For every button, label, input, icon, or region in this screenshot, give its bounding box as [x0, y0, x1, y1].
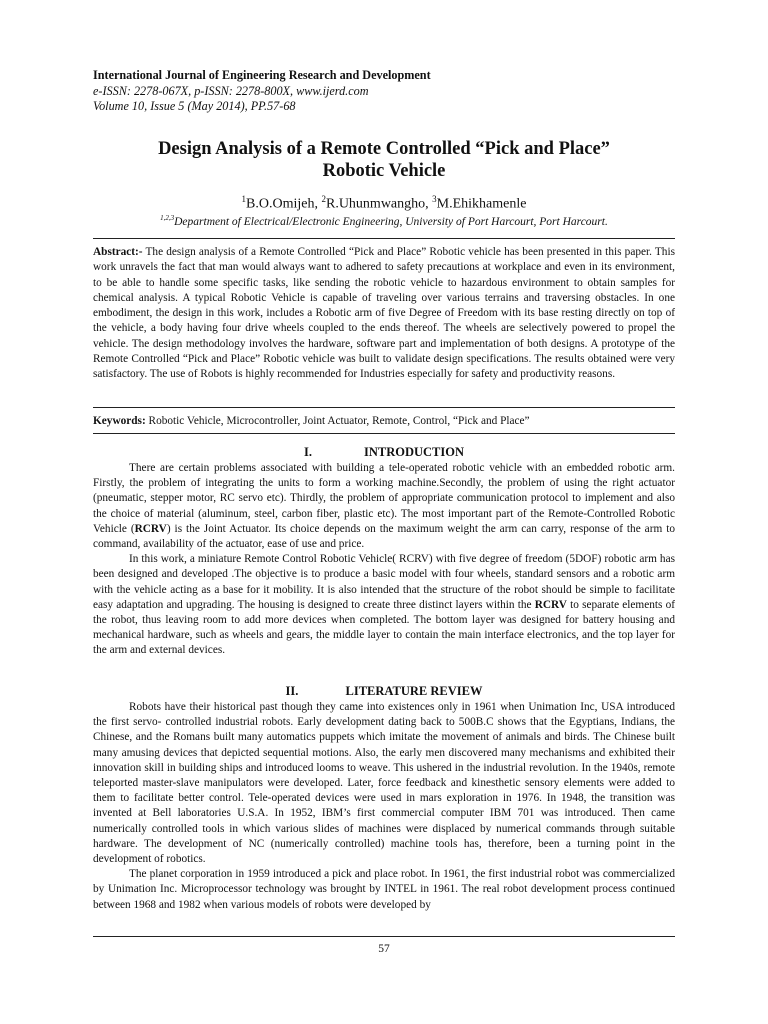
affiliation-text: Department of Electrical/Electronic Engineering, University of Port Harcourt, Port Harcourt. — [174, 215, 608, 228]
volume-line: Volume 10, Issue 5 (May 2014), PP.57-68 — [93, 99, 296, 113]
affiliation — [93, 214, 675, 228]
title-line-1: Design Analysis of a Remote Controlled “Pick and Place” — [158, 139, 610, 159]
abstract-label: Abstract:- — [93, 246, 143, 258]
text-run: The planet corporation in 1959 introduced a pick and place robot. In 1961, the first industrial robot was commercialized by Unimation Inc. Microprocessor technology was brought by INTEL in 1961. The real robot development process continued between 1968 and 1982 when various models of robots were developed by — [93, 868, 675, 911]
author-3-name: M.Ehikhamenle — [436, 196, 527, 212]
abstract-top-rule — [93, 238, 675, 239]
issn-line: e-ISSN: 2278-067X, p-ISSN: 2278-800X, www.ijerd.com — [93, 83, 369, 98]
section-2-heading — [93, 684, 675, 699]
text-run: ) is the Joint Actuator. Its choice depends on the maximum weight the arm can carry, response of the arm to command, availability of the actuator, ease of use and price. — [93, 522, 675, 551]
author-3-sup: 3 — [432, 194, 437, 204]
section-2-paragraph-1 — [93, 700, 675, 867]
keywords-bottom-rule — [93, 433, 675, 434]
section-2-body — [93, 700, 675, 913]
text-run: Robots have their historical past though they came into existences only in 1961 when Unimation Inc, USA introduced the first servo- controlled industrial robots. Early development dating back to 500B.C shows that the Egyptians, Indians, the Chinese, and the Romans built many automatics puppets which imitate the movement of animals and birds. The Chinese built many amusing devices that depicted sequential motions. Also, the early men discovered many mechanisms and exhibited their innovation skill in building ships and introduced looms to weave. This ushered in the industrial revolution. In the 1940s, remote teleported master-slave manipulators were developed. Later, force feedback and kinesthetic sensory elements were added to them to facilitate better control. Tele-operated devices were used in mars exploration in 1976. In 1948, the transition was invented at Bell laboratories U.S.A. In 1952, IBM’s first commercial computer IBM 701 was introduced. Then came numerically controlled tools in which various slides of machines were displaced by numerical commands through suitable hardware. The development of NC (numerically controlled) machine tools has, therefore, been a turning point in the development of robotics. — [93, 701, 675, 866]
keywords-label: Keywords: — [93, 415, 146, 427]
section-1-paragraph-2 — [93, 552, 675, 658]
section-2-paragraph-2 — [93, 867, 675, 913]
section-2-number: II. — [285, 684, 299, 698]
section-1-heading — [93, 445, 675, 460]
footer-rule — [93, 936, 675, 937]
abstract — [93, 245, 675, 383]
author-1-name: B.O.Omijeh, — [246, 196, 322, 212]
section-1-body — [93, 461, 675, 659]
author-1-sup: 1 — [241, 194, 247, 204]
section-1-paragraph-1 — [93, 461, 675, 552]
text-run: In this work, a miniature Remote Control Robotic Vehicle( RCRV) with five degree of freedom (5DOF) robotic arm has been designed and developed .The objective is to produce a basic model with four wheels, standard sensors and a robotic arm with the vehicle acting as a base for it mobility. It is also intended that the structure of the robot should be simple to facilitate easy adaptation and upgrading. The housing is designed to create three distinct layers within the — [93, 553, 675, 611]
journal-title: International Journal of Engineering Research and Development — [93, 68, 431, 82]
text-run: There are certain problems associated with building a tele-operated robotic vehicle with an embedded robotic arm. Firstly, the problem of integrating the units to form a working machine.Secondly, the problem of using the right actuator (pneumatic, stepper motor, RC servo etc). Thirdly, the problem of appropriate communication protocol to implement and also the choice of material (aluminum, steel, carbon fiber, plastic etc). The most important part of the Remote-Controlled Robotic Vehicle ( — [93, 462, 675, 535]
paper-title — [93, 138, 675, 182]
author-2-name: R.Uhunmwangho, — [325, 196, 433, 212]
keywords-text: Robotic Vehicle, Microcontroller, Joint Actuator, Remote, Control, “Pick and Place” — [145, 415, 530, 427]
page-number: 57 — [378, 943, 390, 955]
author-list — [93, 194, 675, 213]
title-line-2: Robotic Vehicle — [322, 161, 446, 181]
abstract-bottom-rule — [93, 407, 675, 408]
keywords — [93, 414, 675, 429]
bold-term: RCRV — [134, 522, 167, 535]
bold-term: RCRV — [534, 598, 567, 611]
affiliation-sup: 1,2,3 — [160, 214, 175, 222]
abstract-text: The design analysis of a Remote Controlled “Pick and Place” Robotic vehicle has been presented in this paper. This work unravels the fact that man would always want to adhered to safety precautions at workplace and even in its environment, to be able to handle some specific tasks, like sending the robotic vehicle to hazardous environment to obtain samples for chemical analysis. A typical Robotic Vehicle is capable of traveling over various terrains and traversing obstacles. In one embodiment, the design in this work, includes a Robotic arm of five Degree of Freedom with its base resting directly on top of the vehicle, a body having four drive wheels coupled to the ends thereof. The wheels are selectively powered to propel the vehicle. The design methodology involves the hardware, software part and implementation of both designs. A prototype of the Remote Controlled “Pick and Place” Robotic vehicle was built to validate design specifications. The results obtained were very satisfactory. The use of Robots is highly recommended for Industries especially for safety and productivity reasons. — [93, 246, 675, 381]
text-run: to separate elements of the robot, thus leaving room to add more devices when completed. The bottom layer was designed for battery housing and mechanical hardware, such as wheels and gears, the middle layer to contain the main interface electronics, and the top layer for the arm and external devices. — [93, 598, 675, 657]
author-2-sup: 2 — [321, 194, 326, 204]
section-1-title: INTRODUCTION — [363, 445, 464, 459]
journal-header — [93, 68, 431, 115]
section-2-title: LITERATURE REVIEW — [345, 684, 483, 698]
section-1-number: I. — [303, 445, 312, 459]
